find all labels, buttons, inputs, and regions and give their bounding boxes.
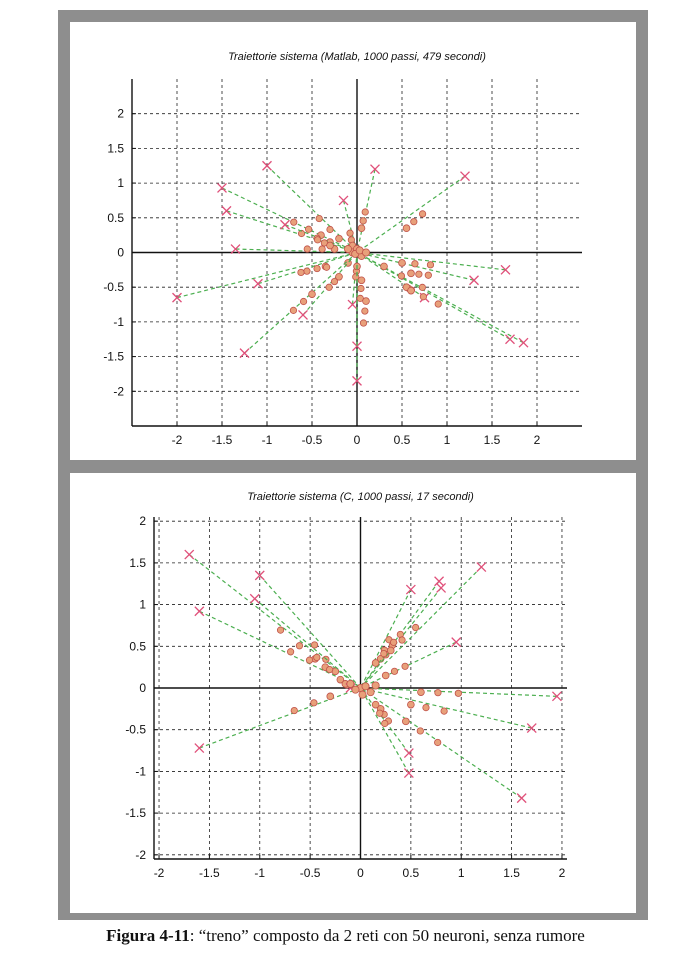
chart1-trajectory-point — [298, 269, 304, 275]
chart1-trajectory-point — [425, 272, 431, 278]
chart2-trajectory-point — [311, 700, 317, 706]
chart2-center-point — [372, 682, 379, 689]
chart2-trajectory-point — [306, 657, 312, 663]
chart1-trajectory-point — [358, 285, 364, 291]
chart1-trajectory-point — [323, 264, 329, 270]
chart1-trajectory-line — [222, 188, 357, 253]
chart2-trajectory-point — [399, 637, 405, 643]
chart2-x-tick-label: 1.5 — [503, 866, 520, 880]
chart2-trajectory-line — [199, 611, 360, 688]
chart1-center-point — [362, 249, 369, 256]
chart1-trajectory-point — [420, 294, 426, 300]
chart1-y-tick-label: -1 — [113, 314, 124, 329]
chart2-x-tick-label: 0 — [357, 866, 364, 880]
chart1-trajectory-point — [300, 298, 306, 304]
chart2-trajectory-point — [382, 720, 388, 726]
chart1-trajectory-end-point — [403, 225, 410, 232]
chart2-trajectory-end-point — [387, 647, 394, 654]
chart1-trajectory-point — [411, 219, 417, 225]
chart1-y-tick-label: 2 — [117, 106, 124, 121]
chart2-y-tick-label: 2 — [139, 514, 146, 529]
chart1-center-point — [344, 245, 351, 252]
chart-panel-matlab — [70, 22, 636, 460]
chart2-trajectory-point — [417, 728, 423, 734]
chart2-trajectory-point — [296, 643, 302, 649]
chart1-trajectory-line — [227, 211, 358, 253]
chart1-y-tick-label: -2 — [113, 384, 124, 399]
chart1-x-tick-label: 0 — [353, 433, 361, 447]
chart2-trajectory-point — [435, 689, 441, 695]
chart1-trajectory-end-point — [363, 298, 370, 305]
chart1-trajectory-point — [314, 237, 320, 243]
chart2-trajectory-point — [434, 739, 440, 745]
caption-text: : “treno” composto da 2 reti con 50 neuroni, senza rumore — [189, 926, 585, 945]
chart1-trajectory-point — [304, 246, 310, 252]
chart1-trajectory-point — [291, 219, 297, 225]
chart2-trajectory-point — [423, 704, 429, 710]
chart2-center-point — [362, 683, 369, 690]
chart2-trajectory-point — [402, 663, 408, 669]
chart1-trajectory-point — [326, 284, 332, 290]
chart2-trajectory-line — [361, 567, 482, 688]
chart2-trajectory-line — [361, 688, 409, 773]
chart1-trajectory-point — [435, 301, 441, 307]
chart2-y-tick-label: 1.5 — [129, 555, 146, 570]
chart1-trajectory-point — [398, 273, 404, 279]
chart2-x-tick-label: 2 — [558, 866, 566, 880]
chart1-trajectory-point — [362, 308, 368, 314]
chart1-trajectory-point — [319, 246, 325, 252]
chart1-y-tick-label: 0 — [117, 245, 124, 260]
chart1-trajectory-end-point — [327, 242, 334, 249]
chart1-trajectory-end-point — [358, 277, 365, 284]
chart1-trajectory-point — [416, 271, 422, 277]
chart1-x-tick-label: 2 — [533, 433, 541, 447]
chart1-trajectory-point — [412, 261, 418, 267]
chart2-y-tick-label: 0 — [139, 681, 146, 695]
chart2-trajectory-end-point — [372, 701, 379, 708]
chart2-trajectory-point — [277, 627, 283, 633]
chart1-x-tick-label: 1.5 — [483, 433, 501, 447]
chart2-y-tick-label: -1.5 — [125, 806, 146, 821]
chart1-x-tick-label: 1 — [443, 433, 451, 447]
chart2-trajectory-point — [455, 690, 461, 696]
chart2-title: Traiettorie sistema (C, 1000 passi, 17 secondi) — [247, 491, 474, 503]
chart1-trajectory-end-point — [408, 270, 415, 277]
chart2-center-point — [352, 686, 359, 693]
chart2-x-tick-label: 0.5 — [402, 866, 420, 880]
chart2-trajectory-point — [291, 707, 297, 713]
chart2-trajectory-line — [255, 599, 361, 688]
chart1-y-tick-label: 1 — [117, 176, 124, 191]
chart-panel-c — [70, 473, 636, 913]
chart1-x-tick-label: 0.5 — [393, 433, 411, 447]
chart1-trajectory-point — [427, 262, 433, 268]
chart2-x-tick-label: 1 — [457, 866, 465, 880]
chart1-x-tick-label: -2 — [171, 433, 183, 447]
chart1-y-tick-label: 0.5 — [107, 210, 124, 225]
chart1-trajectory-end-point — [408, 287, 415, 294]
chart2-center-point — [367, 689, 374, 696]
chart2-y-tick-label: -0.5 — [125, 722, 146, 737]
chart2-center-point — [359, 691, 366, 698]
chart2-y-tick-label: 1 — [139, 597, 146, 612]
chart2-trajectory-point — [377, 710, 383, 716]
chart1-trajectory-point — [347, 230, 353, 236]
chart2-y-tick-label: 0.5 — [129, 639, 146, 654]
chart2-trajectory-end-point — [382, 672, 389, 679]
chart2-trajectory-point — [391, 668, 397, 674]
chart1-trajectory-end-point — [399, 260, 406, 267]
chart2-x-tick-label: -1 — [254, 866, 266, 880]
chart2-trajectory-point — [314, 654, 320, 660]
chart1-trajectory-point — [314, 265, 320, 271]
trajectory-chart-matlab — [70, 22, 636, 460]
chart1-x-tick-label: -0.5 — [301, 433, 323, 447]
chart1-trajectory-end-point — [336, 235, 343, 242]
chart2-x-tick-label: -0.5 — [299, 866, 321, 880]
chart1-trajectory-end-point — [381, 263, 388, 270]
chart1-trajectory-point — [419, 211, 425, 217]
chart1-trajectory-point — [360, 218, 366, 224]
chart1-trajectory-point — [360, 320, 366, 326]
chart1-trajectory-point — [419, 284, 425, 290]
chart1-trajectory-point — [327, 226, 333, 232]
chart2-trajectory-end-point — [372, 660, 379, 667]
chart2-y-tick-label: -2 — [135, 847, 146, 862]
chart1-y-tick-label: -1.5 — [103, 349, 124, 364]
chart1-trajectory-line — [303, 253, 357, 315]
chart1-trajectory-end-point — [358, 225, 365, 232]
chart1-x-tick-label: -1.5 — [211, 433, 233, 447]
chart1-trajectory-line — [267, 166, 357, 253]
chart2-x-tick-label: -2 — [153, 866, 165, 880]
chart2-y-tick-label: -1 — [135, 764, 146, 779]
chart2-trajectory-end-point — [402, 718, 409, 725]
chart2-trajectory-point — [326, 666, 332, 672]
chart1-trajectory-point — [304, 268, 310, 274]
chart2-trajectory-point — [311, 642, 317, 648]
trajectory-chart-c — [70, 473, 636, 913]
chart1-y-tick-label: 1.5 — [107, 141, 124, 156]
chart2-center-point — [347, 680, 354, 687]
chart1-title: Traiettorie sistema (Matlab, 1000 passi, 479 secondi) — [228, 51, 486, 63]
chart1-x-tick-label: -1 — [261, 433, 273, 447]
chart1-trajectory-point — [305, 226, 311, 232]
chart2-trajectory-point — [381, 650, 387, 656]
chart2-x-tick-label: -1.5 — [199, 866, 220, 880]
chart1-trajectory-point — [290, 307, 296, 313]
chart1-trajectory-end-point — [309, 291, 316, 298]
chart2-trajectory-point — [412, 624, 418, 630]
chart2-trajectory-end-point — [407, 701, 414, 708]
chart1-y-tick-label: -0.5 — [103, 280, 124, 295]
chart2-trajectory-line — [199, 688, 360, 748]
chart2-trajectory-end-point — [418, 689, 425, 696]
chart1-trajectory-point — [362, 209, 368, 215]
chart2-trajectory-end-point — [327, 693, 334, 700]
chart1-trajectory-point — [316, 215, 322, 221]
figure-caption — [0, 926, 691, 946]
chart1-trajectory-end-point — [336, 273, 343, 280]
caption-label: Figura 4-11 — [106, 926, 190, 945]
chart2-trajectory-point — [441, 708, 447, 714]
chart2-trajectory-point — [287, 649, 293, 655]
chart1-trajectory-line — [357, 176, 465, 252]
chart2-trajectory-point — [390, 639, 396, 645]
